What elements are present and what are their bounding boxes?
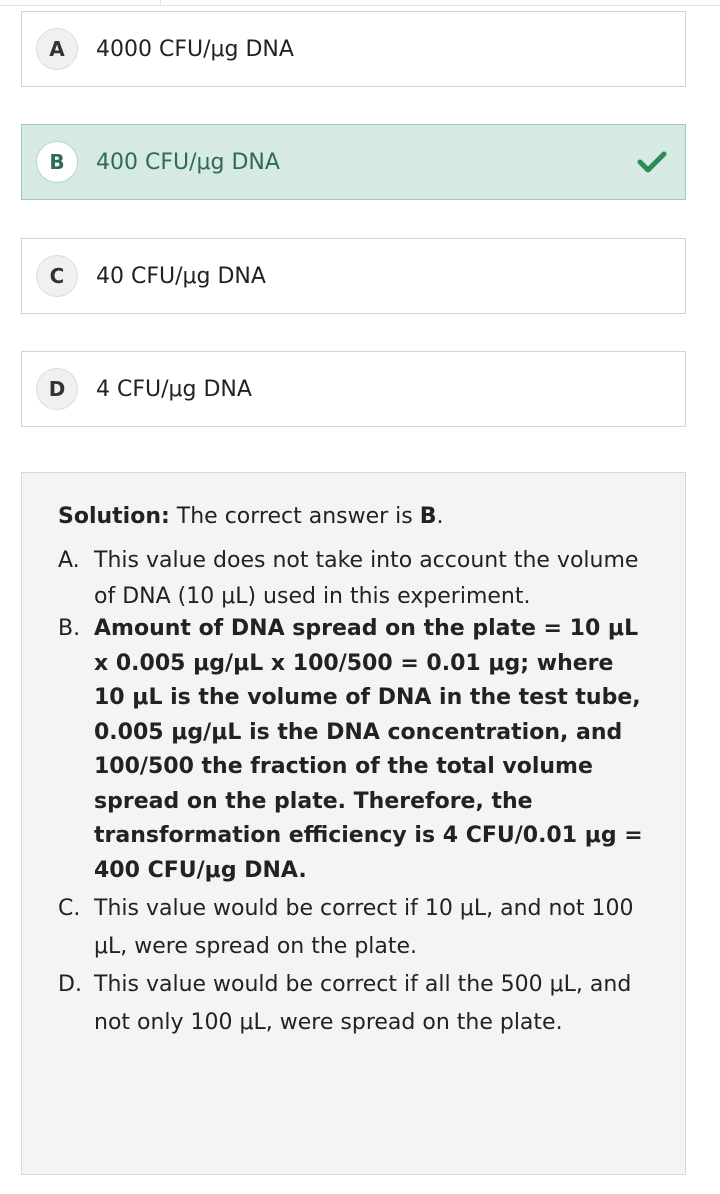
option-text: 4 CFU/μg DNA	[96, 376, 252, 402]
solution-label: Solution:	[58, 504, 170, 529]
check-icon	[637, 150, 667, 174]
explanation-text: This value would be correct if 10 μL, and not 100 μL, were spread on the plate.	[94, 896, 634, 959]
solution-intro: The correct answer is	[169, 504, 420, 529]
explanation-d	[58, 966, 649, 1042]
explanation-a	[58, 543, 649, 615]
solution-period: .	[436, 504, 444, 529]
option-letter-badge: D	[36, 368, 78, 410]
explanation-text: Amount of DNA spread on the plate = 10 μL x 0.005 μg/μL x 100/500 = 0.01 μg; where 10 μL is the volume of DNA in the test tube, 0.005 μg/μL is the DNA concentration, and 100/500 the fraction of the total volume spread on the plate. Therefore, the transformation efficiency is 4 CFU/0.01 μg = 400 CFU/μg DNA.	[94, 616, 643, 883]
option-text: 4000 CFU/μg DNA	[96, 36, 294, 62]
option-letter-badge: A	[36, 28, 78, 70]
top-divider-tick	[160, 0, 161, 5]
option-letter-badge: B	[36, 141, 78, 183]
option-text: 40 CFU/μg DNA	[96, 263, 266, 289]
solution-answer: B	[419, 504, 437, 529]
explanation-label: D.	[58, 972, 82, 997]
option-a[interactable]	[21, 11, 686, 87]
solution-panel	[21, 472, 686, 1175]
solution-heading	[58, 501, 649, 533]
option-b[interactable]	[21, 124, 686, 200]
explanation-c	[58, 890, 649, 966]
explanation-text: This value does not take into account the volume of DNA (10 μL) used in this experiment.	[94, 548, 639, 609]
option-c[interactable]	[21, 238, 686, 314]
option-letter-badge: C	[36, 255, 78, 297]
explanation-text: This value would be correct if all the 500 μL, and not only 100 μL, were spread on the plate.	[94, 972, 632, 1035]
top-divider	[0, 5, 720, 6]
explanation-label: C.	[58, 896, 81, 921]
explanation-label: B.	[58, 616, 81, 641]
explanation-label: A.	[58, 548, 80, 573]
explanation-b	[58, 612, 649, 888]
option-d[interactable]	[21, 351, 686, 427]
option-text: 400 CFU/μg DNA	[96, 149, 280, 175]
